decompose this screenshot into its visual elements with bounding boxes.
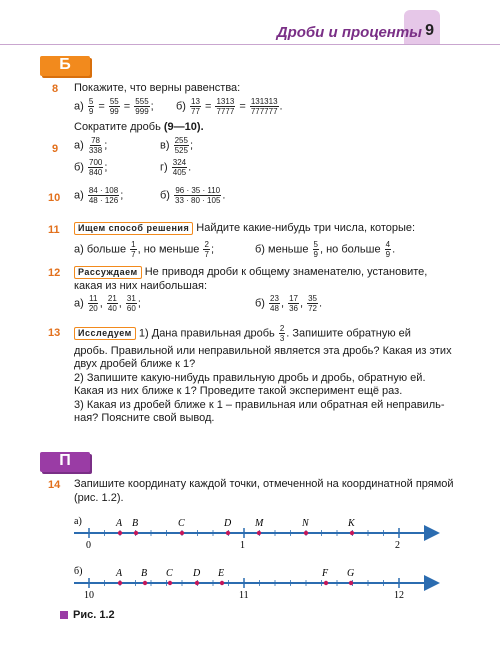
line-b-tick-11: 11 bbox=[239, 590, 249, 601]
point-marker bbox=[350, 531, 354, 535]
point-label: K bbox=[348, 518, 355, 529]
task-10-b: б) $\frac{96 \cdot 35 \cdot 110}{33 \cdot 80 \cdot 105}$ . bbox=[160, 186, 226, 205]
task-12-tag: Рассуждаем bbox=[74, 266, 142, 279]
line-a-label: а) bbox=[74, 516, 82, 527]
task-11-head: Ищем способ решения Найдите какие-нибудь три числа, которые: bbox=[74, 221, 415, 235]
task-12-text2: какая из них наибольшая: bbox=[74, 280, 207, 292]
task-13-line3: двух дробей ближе к 1? bbox=[74, 358, 196, 370]
section-p-marker: П bbox=[40, 452, 90, 472]
point-marker bbox=[220, 581, 224, 585]
task-13-number: 13 bbox=[48, 327, 61, 339]
point-marker bbox=[349, 581, 353, 585]
line-a-tick-1: 1 bbox=[240, 540, 245, 551]
point-marker bbox=[168, 581, 172, 585]
task-14-line1: Запишите координату каждой точки, отмеченной на координатной прямой bbox=[74, 478, 454, 490]
point-label: C bbox=[178, 518, 185, 529]
line-b-label: б) bbox=[74, 566, 83, 577]
task-13-line6: 3) Какая из дробей ближе к 1 – правильная или обратная ей неправиль- bbox=[74, 399, 445, 411]
task-13-line1: Исследуем 1) Дана правильная дробь $\frac{2}{3}$ . Запишите обратную ей bbox=[74, 324, 411, 343]
task-13-line7: ная? Поясните свой вывод. bbox=[74, 412, 215, 424]
task-8-text: Покажите, что верны равенства: bbox=[74, 82, 241, 94]
line-a-tick-2: 2 bbox=[395, 540, 400, 551]
point-marker bbox=[118, 581, 122, 585]
task-13-line5: Какая из них ближе к 1? Проведите такой эксперимент ещё раз. bbox=[74, 385, 403, 397]
task-8-number: 8 bbox=[52, 83, 59, 95]
chapter-title: Дроби и проценты bbox=[276, 24, 422, 41]
task-10-number: 10 bbox=[48, 192, 61, 204]
point-marker bbox=[324, 581, 328, 585]
line-b-tick-12: 12 bbox=[394, 590, 404, 601]
point-label: D bbox=[224, 518, 232, 529]
task-9-v: в) $\frac{255}{525}$ ; bbox=[160, 136, 193, 155]
point-label: M bbox=[255, 518, 264, 529]
line-b-tick-10: 10 bbox=[84, 590, 94, 601]
task-8-reduce: Сократите дробь (9—10). bbox=[74, 121, 204, 133]
point-marker bbox=[134, 531, 138, 535]
point-label: N bbox=[302, 518, 309, 529]
point-label: C bbox=[166, 568, 173, 579]
point-label: E bbox=[218, 568, 225, 579]
task-9-g: г) $\frac{324}{405}$ . bbox=[160, 158, 192, 177]
point-label: G bbox=[347, 568, 355, 579]
point-marker bbox=[180, 531, 184, 535]
point-label: B bbox=[141, 568, 148, 579]
point-marker bbox=[304, 531, 308, 535]
task-12-a: а) $\frac{11}{20}$ , $\frac{21}{40}$ , $\frac{31}{60}$ ; bbox=[74, 294, 141, 313]
task-9-a: а) $\frac{78}{338}$ ; bbox=[74, 136, 108, 155]
task-9-b: б) $\frac{700}{840}$ ; bbox=[74, 158, 108, 177]
figure-caption-marker bbox=[60, 611, 68, 619]
task-13-line2: дробь. Правильной или неправильной является эта дробь? Какая из этих bbox=[74, 345, 452, 357]
figure-caption: Рис. 1.2 bbox=[73, 609, 115, 621]
task-8-b: б) $\frac{13}{77}$ = $\frac{1313}{7777}$ = $\frac{131313}{777777}$ . bbox=[176, 97, 283, 116]
task-13-line4: 2) Запишите какую-нибудь правильную дробь и дробь, обратную ей. bbox=[74, 372, 426, 384]
task-8-a: а) $\frac{5}{9}$ = $\frac{55}{99}$ = $\frac{555}{999}$ ; bbox=[74, 97, 154, 116]
point-marker bbox=[118, 531, 122, 535]
point-marker bbox=[195, 581, 199, 585]
section-b-marker: Б bbox=[40, 56, 90, 76]
task-12-head: Рассуждаем Не приводя дроби к общему знаменателю, установите, bbox=[74, 265, 427, 279]
task-11-number: 11 bbox=[48, 224, 60, 236]
point-label: D bbox=[193, 568, 201, 579]
task-11-a: а) больше $\frac{1}{7}$ , но меньше $\frac{2}{7}$ ; bbox=[74, 240, 214, 259]
task-9-number: 9 bbox=[52, 143, 59, 155]
point-label: F bbox=[322, 568, 329, 579]
point-marker bbox=[257, 531, 261, 535]
task-14-number: 14 bbox=[48, 479, 61, 491]
task-13-tag: Исследуем bbox=[74, 327, 136, 340]
header-rule bbox=[0, 44, 500, 45]
task-12-b: б) $\frac{23}{48}$ , $\frac{17}{36}$ , $\frac{35}{72}$ . bbox=[255, 294, 323, 313]
page-number: 9 bbox=[425, 22, 434, 39]
point-marker bbox=[226, 531, 230, 535]
task-14-line2: (рис. 1.2). bbox=[74, 492, 124, 504]
number-lines-figure bbox=[0, 508, 500, 608]
line-a-tick-0: 0 bbox=[86, 540, 91, 551]
task-12-number: 12 bbox=[48, 267, 61, 279]
task-11-b: б) меньше $\frac{5}{9}$ , но больше $\frac{4}{9}$ . bbox=[255, 240, 396, 259]
point-marker bbox=[143, 581, 147, 585]
point-label: A bbox=[116, 518, 123, 529]
point-label: B bbox=[132, 518, 139, 529]
point-label: A bbox=[116, 568, 123, 579]
task-10-a: а) $\frac{84 \cdot 108}{48 \cdot 126}$ ; bbox=[74, 186, 124, 205]
task-11-tag: Ищем способ решения bbox=[74, 222, 193, 235]
